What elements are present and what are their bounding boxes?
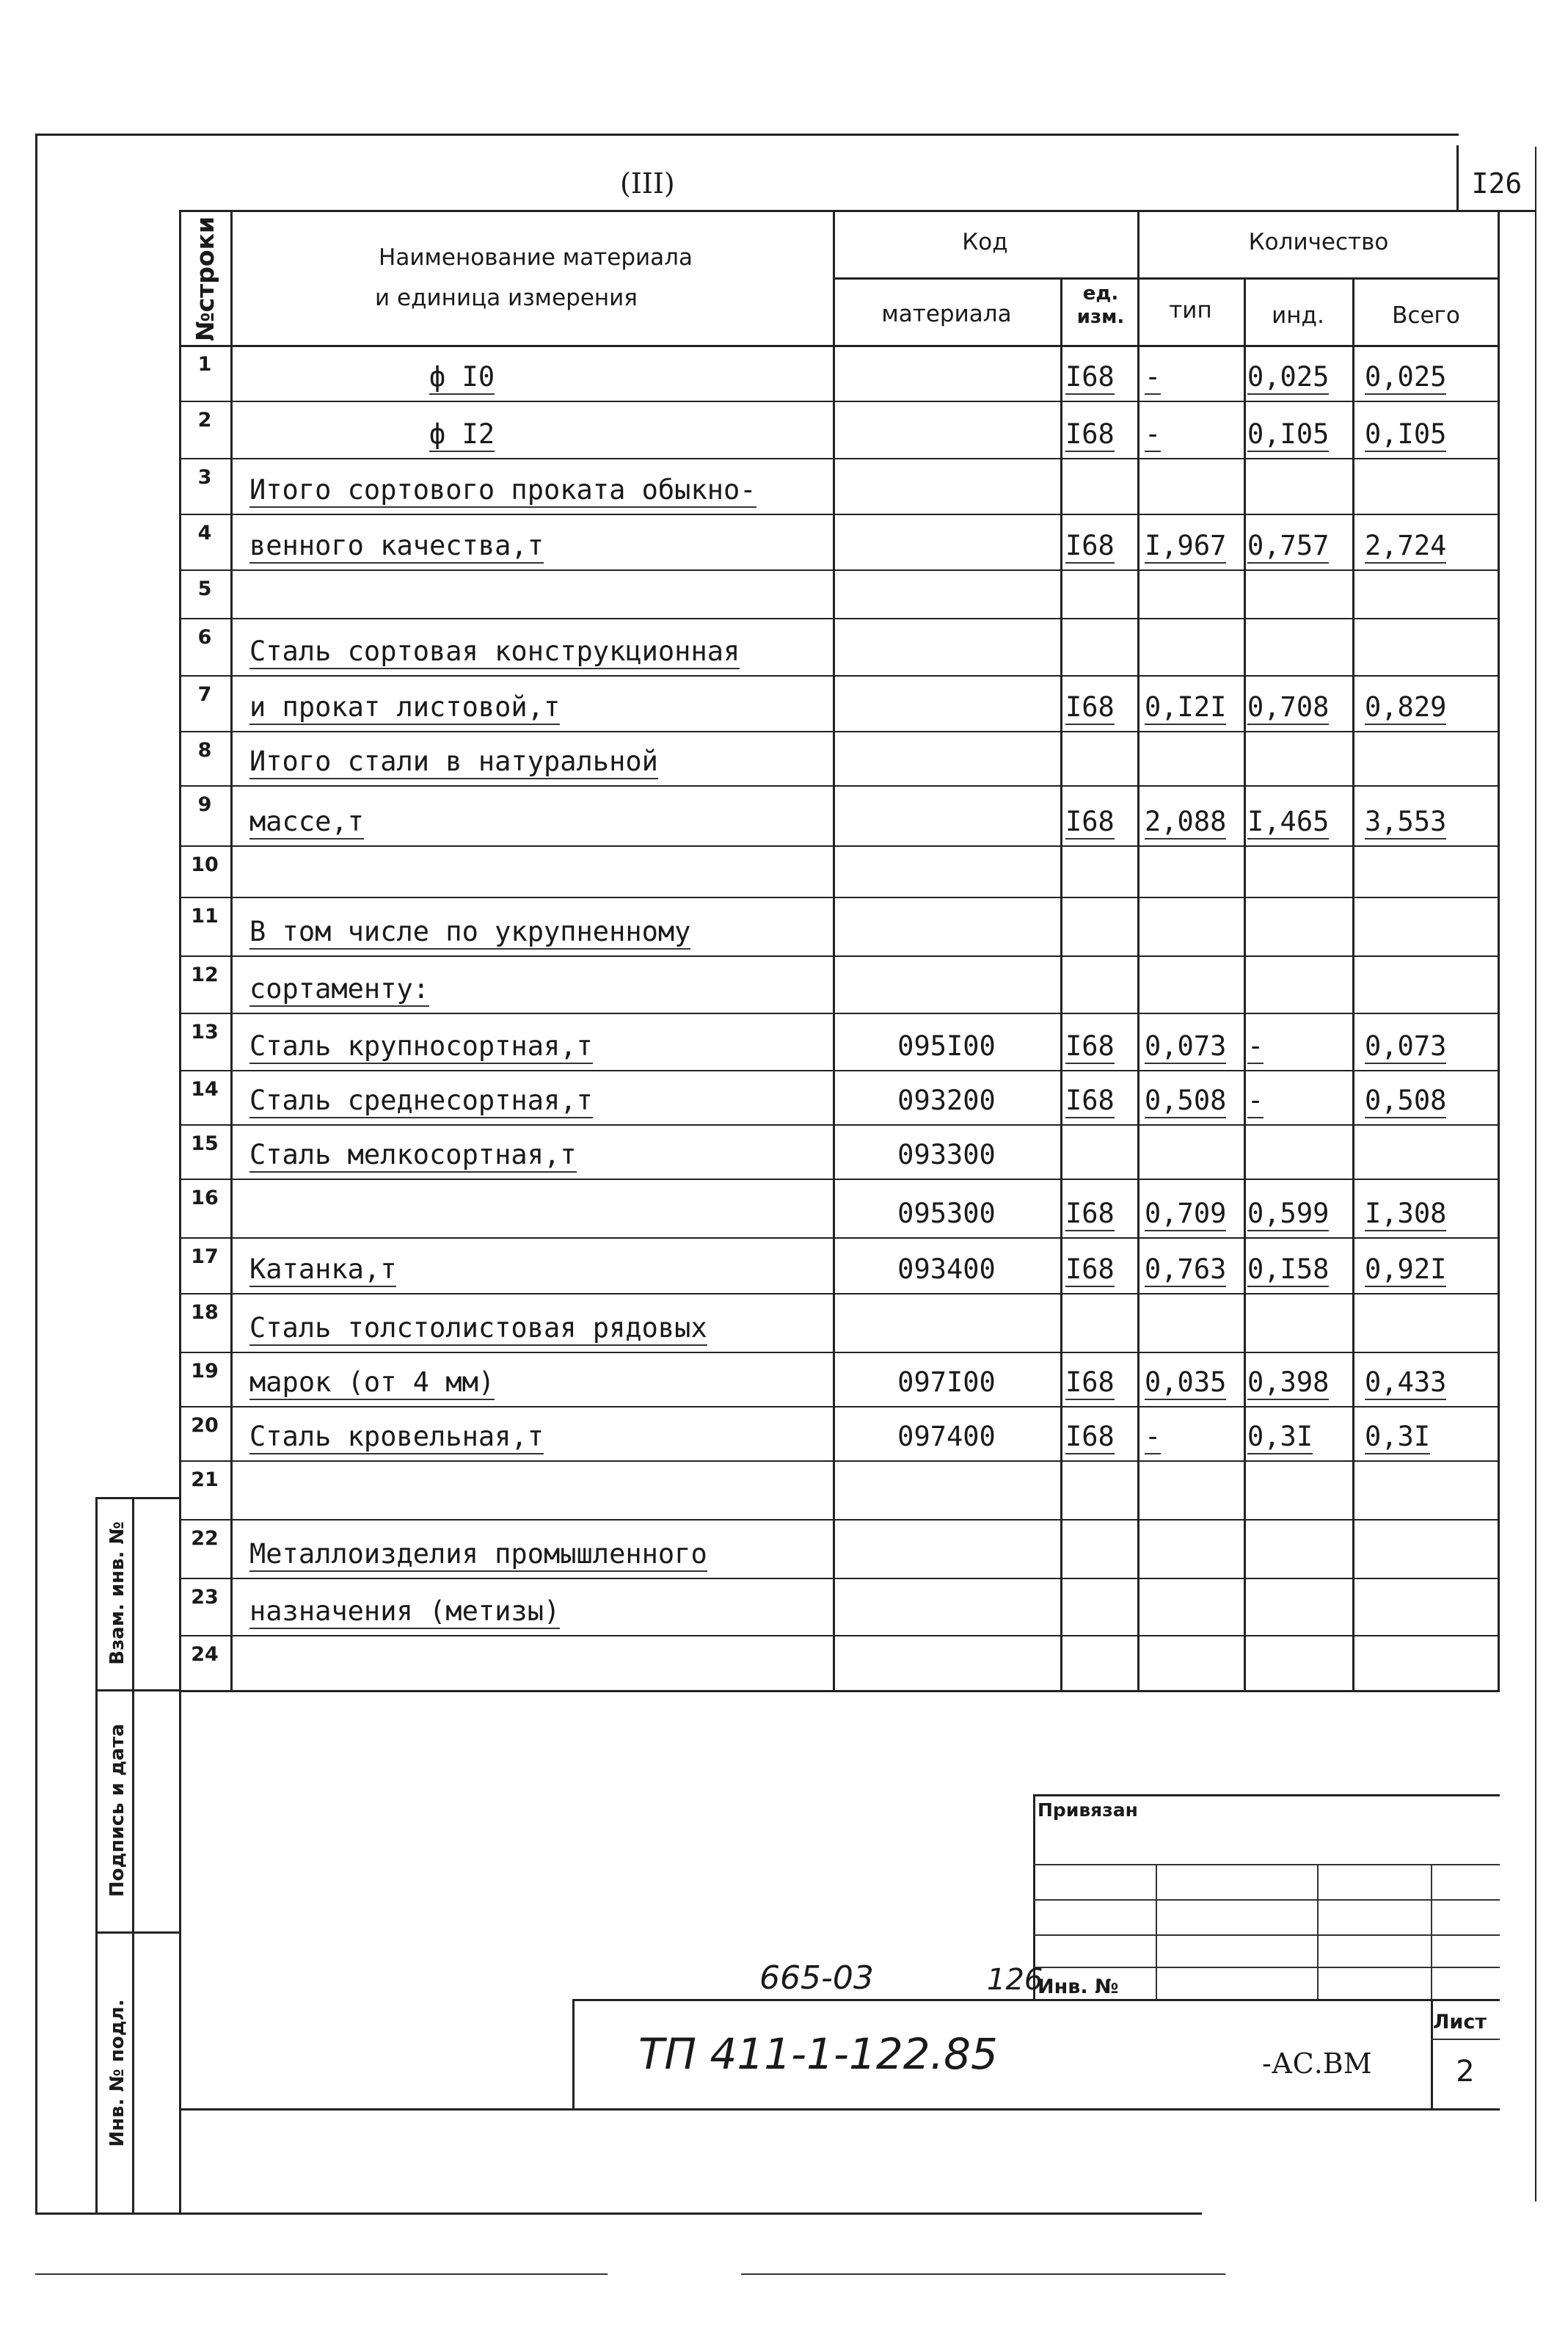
row-number: 15 xyxy=(191,1132,219,1155)
cell-unit: I68 xyxy=(1065,363,1115,395)
row-line xyxy=(179,1293,1500,1294)
side-label-podpis: Подпись и дата xyxy=(106,1723,128,1898)
header-total: Всего xyxy=(1392,302,1460,329)
row-number: 9 xyxy=(197,793,212,816)
title-grid-line4 xyxy=(1033,1967,1500,1968)
cell-name: В том числе по укрупненному xyxy=(249,917,690,950)
header-ind: инд. xyxy=(1272,302,1324,329)
row-number: 10 xyxy=(191,853,219,876)
row-line xyxy=(179,731,1500,732)
row-number: 11 xyxy=(191,905,219,928)
cell-typ: - xyxy=(1145,1422,1161,1454)
col-line-typ xyxy=(1244,277,1246,1692)
cell-typ: 0,035 xyxy=(1145,1368,1226,1400)
cell-ind: 0,I58 xyxy=(1247,1255,1329,1287)
cell-ind: 0,599 xyxy=(1247,1199,1329,1231)
header-quantity: Количество xyxy=(1248,229,1389,255)
row-number: 17 xyxy=(191,1245,219,1268)
doc-code: ТП 411-1-122.85 xyxy=(638,2029,998,2079)
cell-ind: 0,757 xyxy=(1247,531,1329,564)
row-number: 7 xyxy=(197,683,212,706)
cell-typ: 0,508 xyxy=(1145,1086,1226,1118)
cell-total: 0,433 xyxy=(1365,1368,1446,1400)
scan-edge-line-left xyxy=(35,2273,608,2275)
row-line xyxy=(179,514,1500,515)
cell-typ: - xyxy=(1145,420,1161,452)
cell-ind: I,465 xyxy=(1247,807,1329,840)
row-line xyxy=(179,1635,1500,1636)
side-sep1 xyxy=(95,1689,179,1691)
title-grid-v1 xyxy=(1156,1864,1157,2000)
header-mid-line xyxy=(833,277,1500,280)
cell-unit: I68 xyxy=(1065,420,1115,452)
page-number: I26 xyxy=(1471,167,1523,200)
side-sep2 xyxy=(95,1931,179,1934)
row-number: 12 xyxy=(191,964,219,986)
cell-typ: 0,073 xyxy=(1145,1032,1226,1064)
cell-unit: I68 xyxy=(1065,693,1115,725)
side-col-outer xyxy=(95,1497,98,2213)
row-number: 21 xyxy=(191,1468,219,1491)
cell-name: Катанка,т xyxy=(249,1255,396,1287)
cell-name: назначения (метизы) xyxy=(249,1597,560,1629)
privyazan-label: Привязан xyxy=(1038,1799,1138,1821)
header-bottom-line xyxy=(179,345,1500,347)
cell-typ: - xyxy=(1145,363,1161,395)
col-line-unit xyxy=(1137,210,1139,1692)
cell-typ: 0,I2I xyxy=(1145,693,1226,725)
header-name-line2: и единица измерения xyxy=(375,285,638,311)
row-line xyxy=(179,1237,1500,1239)
side-label-inv-podl: Инв. № подл. xyxy=(106,1999,128,2147)
cell-unit: I68 xyxy=(1065,1422,1115,1454)
cell-total: 2,724 xyxy=(1365,531,1446,564)
row-number: 3 xyxy=(197,466,212,489)
row-number: 19 xyxy=(191,1360,219,1383)
cell-unit: I68 xyxy=(1065,531,1115,564)
cell-code: 093400 xyxy=(897,1253,996,1285)
header-typ: тип xyxy=(1169,297,1212,324)
cell-total: 0,508 xyxy=(1365,1086,1446,1118)
row-number: 8 xyxy=(197,739,212,762)
row-line xyxy=(179,675,1500,677)
cell-name: Сталь мелкосортная,т xyxy=(249,1140,577,1173)
row-line xyxy=(179,1406,1500,1407)
cell-unit: I68 xyxy=(1065,1032,1115,1064)
header-material: материала xyxy=(881,301,1012,327)
cell-ind: 0,025 xyxy=(1247,363,1329,395)
cell-name: Сталь среднесортная,т xyxy=(249,1086,593,1118)
cell-total: 0,3I xyxy=(1365,1422,1430,1454)
cell-total: 0,073 xyxy=(1365,1032,1446,1064)
cell-ind: 0,708 xyxy=(1247,693,1329,725)
row-line xyxy=(179,401,1500,402)
col-line-ind xyxy=(1352,277,1354,1692)
cell-code: 093200 xyxy=(897,1085,996,1116)
cell-ind: 0,3I xyxy=(1247,1422,1313,1454)
cell-typ: 0,709 xyxy=(1145,1199,1226,1231)
row-line xyxy=(179,1519,1500,1521)
row-line xyxy=(179,458,1500,459)
cell-total: 0,92I xyxy=(1365,1255,1446,1287)
cell-unit: I68 xyxy=(1065,1199,1115,1231)
cell-ind: - xyxy=(1247,1086,1263,1118)
title-grid-line1 xyxy=(1033,1864,1500,1865)
cell-name: Сталь крупносортная,т xyxy=(249,1032,593,1064)
row-line xyxy=(179,785,1500,787)
cell-total: 0,I05 xyxy=(1365,420,1446,452)
row-number: 2 xyxy=(197,409,212,431)
header-name-line1: Наименование материала xyxy=(379,244,693,271)
row-line xyxy=(179,1124,1500,1126)
cell-unit: I68 xyxy=(1065,807,1115,840)
cell-typ: 2,088 xyxy=(1145,807,1226,840)
page-box-left xyxy=(1456,145,1459,211)
title-grid-line2 xyxy=(1033,1899,1500,1901)
cell-name: марок (от 4 мм) xyxy=(249,1368,495,1400)
title-main-top xyxy=(572,1999,1500,2001)
row-number: 20 xyxy=(191,1414,219,1437)
cell-name: ф I0 xyxy=(429,363,495,395)
cell-ind: - xyxy=(1247,1032,1263,1064)
col-line-code xyxy=(1060,277,1062,1692)
title-main-left xyxy=(572,1999,575,2111)
row-number: 22 xyxy=(191,1527,219,1550)
cell-name: Итого сортового проката обыкно- xyxy=(249,476,756,508)
row-line xyxy=(179,897,1500,898)
side-label-vzam: Взам. инв. № xyxy=(106,1521,128,1665)
cell-name: Сталь толстолистовая рядовых xyxy=(249,1314,707,1346)
row-line xyxy=(179,1070,1500,1071)
list-label: Лист xyxy=(1433,2011,1487,2033)
row-number: 5 xyxy=(197,578,212,600)
list-value: 2 xyxy=(1456,2055,1475,2088)
archive-number: 665-03 xyxy=(759,1959,874,1997)
inv-no-label: Инв. № xyxy=(1038,1975,1119,1998)
cell-unit: I68 xyxy=(1065,1255,1115,1287)
title-grid-line3 xyxy=(1033,1934,1500,1936)
header-unit-line2: изм. xyxy=(1076,306,1125,328)
row-number: 24 xyxy=(191,1643,219,1666)
row-number: 1 xyxy=(197,353,212,376)
cell-name: ф I2 xyxy=(429,420,495,452)
cell-unit: I68 xyxy=(1065,1368,1115,1400)
cell-code: 095I00 xyxy=(897,1030,996,1062)
cell-total: I,308 xyxy=(1365,1199,1446,1231)
cell-typ: I,967 xyxy=(1145,531,1226,564)
cell-name: сортаменту: xyxy=(249,975,429,1007)
cell-name: и прокат листовой,т xyxy=(249,693,560,725)
row-line xyxy=(179,1460,1500,1462)
row-line xyxy=(179,1352,1500,1353)
row-line xyxy=(179,1179,1500,1180)
cell-name: Сталь кровельная,т xyxy=(249,1422,544,1454)
col-line-name xyxy=(833,210,835,1692)
header-row-no: №строки xyxy=(191,216,219,342)
scan-edge-line-right xyxy=(741,2273,1225,2275)
frame-left-line xyxy=(35,134,37,2214)
title-list-sep xyxy=(1431,2039,1500,2040)
row-number: 23 xyxy=(191,1586,219,1609)
cell-code: 095300 xyxy=(897,1198,996,1229)
frame-top-line xyxy=(35,134,1459,136)
cell-ind: 0,I05 xyxy=(1247,420,1329,452)
side-top-line xyxy=(95,1497,179,1499)
section-label: (III) xyxy=(620,167,675,200)
cell-code: 097I00 xyxy=(897,1366,996,1398)
cell-total: 0,025 xyxy=(1365,363,1446,395)
cell-name: венного качества,т xyxy=(249,531,544,564)
title-grid-v3 xyxy=(1431,1864,1432,2000)
row-line xyxy=(179,955,1500,957)
cell-typ: 0,763 xyxy=(1145,1255,1226,1287)
row-number: 14 xyxy=(191,1078,219,1101)
header-code: Код xyxy=(962,229,1008,255)
row-number: 16 xyxy=(191,1187,219,1209)
doc-suffix: -АС.ВМ xyxy=(1262,2047,1372,2080)
frame-right-line xyxy=(1535,147,1536,2201)
cell-name: Сталь сортовая конструкционная xyxy=(249,637,740,669)
row-line xyxy=(179,845,1500,847)
title-grid-v2 xyxy=(1317,1864,1319,2000)
title-privyazan-top xyxy=(1033,1794,1500,1796)
row-line xyxy=(179,1578,1500,1579)
side-col-label xyxy=(132,1497,134,2213)
col-line-rowno xyxy=(230,210,233,1692)
header-unit-line1: ед. xyxy=(1082,283,1119,305)
cell-unit: I68 xyxy=(1065,1086,1115,1118)
cell-ind: 0,398 xyxy=(1247,1368,1329,1400)
cell-total: 0,829 xyxy=(1365,693,1446,725)
row-line xyxy=(179,569,1500,571)
row-number: 13 xyxy=(191,1021,219,1044)
row-number: 18 xyxy=(191,1301,219,1324)
row-number: 6 xyxy=(197,626,212,649)
row-number: 4 xyxy=(197,522,212,545)
cell-name: Итого стали в натуральной xyxy=(249,747,658,779)
row-line xyxy=(179,618,1500,619)
frame-bottom-line xyxy=(35,2213,1202,2215)
cell-name: Металлоизделия промышленного xyxy=(249,1540,707,1572)
cell-code: 097400 xyxy=(897,1421,996,1452)
cell-name: массе,т xyxy=(249,807,364,840)
title-main-bottom xyxy=(179,2108,1500,2111)
cell-code: 093300 xyxy=(897,1139,996,1170)
side-col-inner xyxy=(179,1497,181,2213)
row-line xyxy=(179,1013,1500,1014)
cell-total: 3,553 xyxy=(1365,807,1446,840)
archive-page: 126 xyxy=(987,1963,1043,1997)
